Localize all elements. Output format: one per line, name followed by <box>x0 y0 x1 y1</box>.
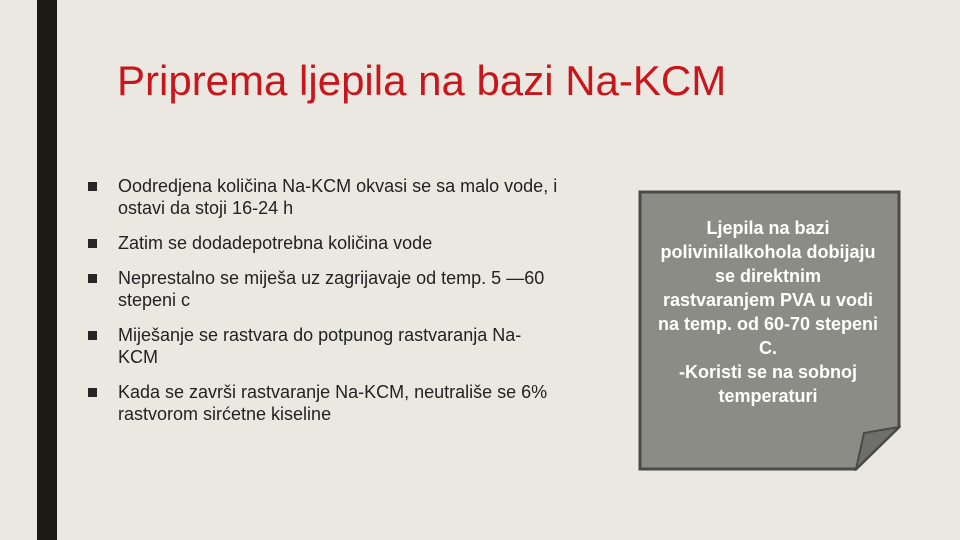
bullet-text: Kada se završi rastvaranje Na-KCM, neutrališe se 6% rastvorom sirćetne kiseline <box>118 382 548 424</box>
bullet-item <box>88 267 558 311</box>
bullet-text: Neprestalno se miješa uz zagrijavaje od temp. 5 —60 stepeni c <box>118 268 545 310</box>
square-bullet-icon <box>88 182 97 191</box>
bullet-item <box>88 175 558 219</box>
bullet-item <box>88 324 558 368</box>
note-text: Ljepila na bazi polivinilalkohola dobijaju se direktnim rastvaranjem PVA u vodi na temp. od 60-70 stepeni C. -Koristi se na sobnoj temperaturi <box>657 218 879 406</box>
sticky-note-callout <box>638 190 901 471</box>
square-bullet-icon <box>88 331 97 340</box>
square-bullet-icon <box>88 239 97 248</box>
side-bar <box>37 0 57 540</box>
bullet-item <box>88 232 558 254</box>
bullet-text: Miješanje se rastvara do potpunog rastvaranja Na-KCM <box>118 325 522 367</box>
square-bullet-icon <box>88 388 97 397</box>
bullet-text: Zatim se dodadepotrebna količina vode <box>118 233 433 253</box>
square-bullet-icon <box>88 274 97 283</box>
bullet-list <box>88 175 558 438</box>
bullet-item <box>88 381 558 425</box>
bullet-text: Oodredjena količina Na-KCM okvasi se sa malo vode, i ostavi da stoji 16-24 h <box>118 176 558 218</box>
slide-title: Priprema ljepila na bazi Na-KCM <box>117 57 727 104</box>
